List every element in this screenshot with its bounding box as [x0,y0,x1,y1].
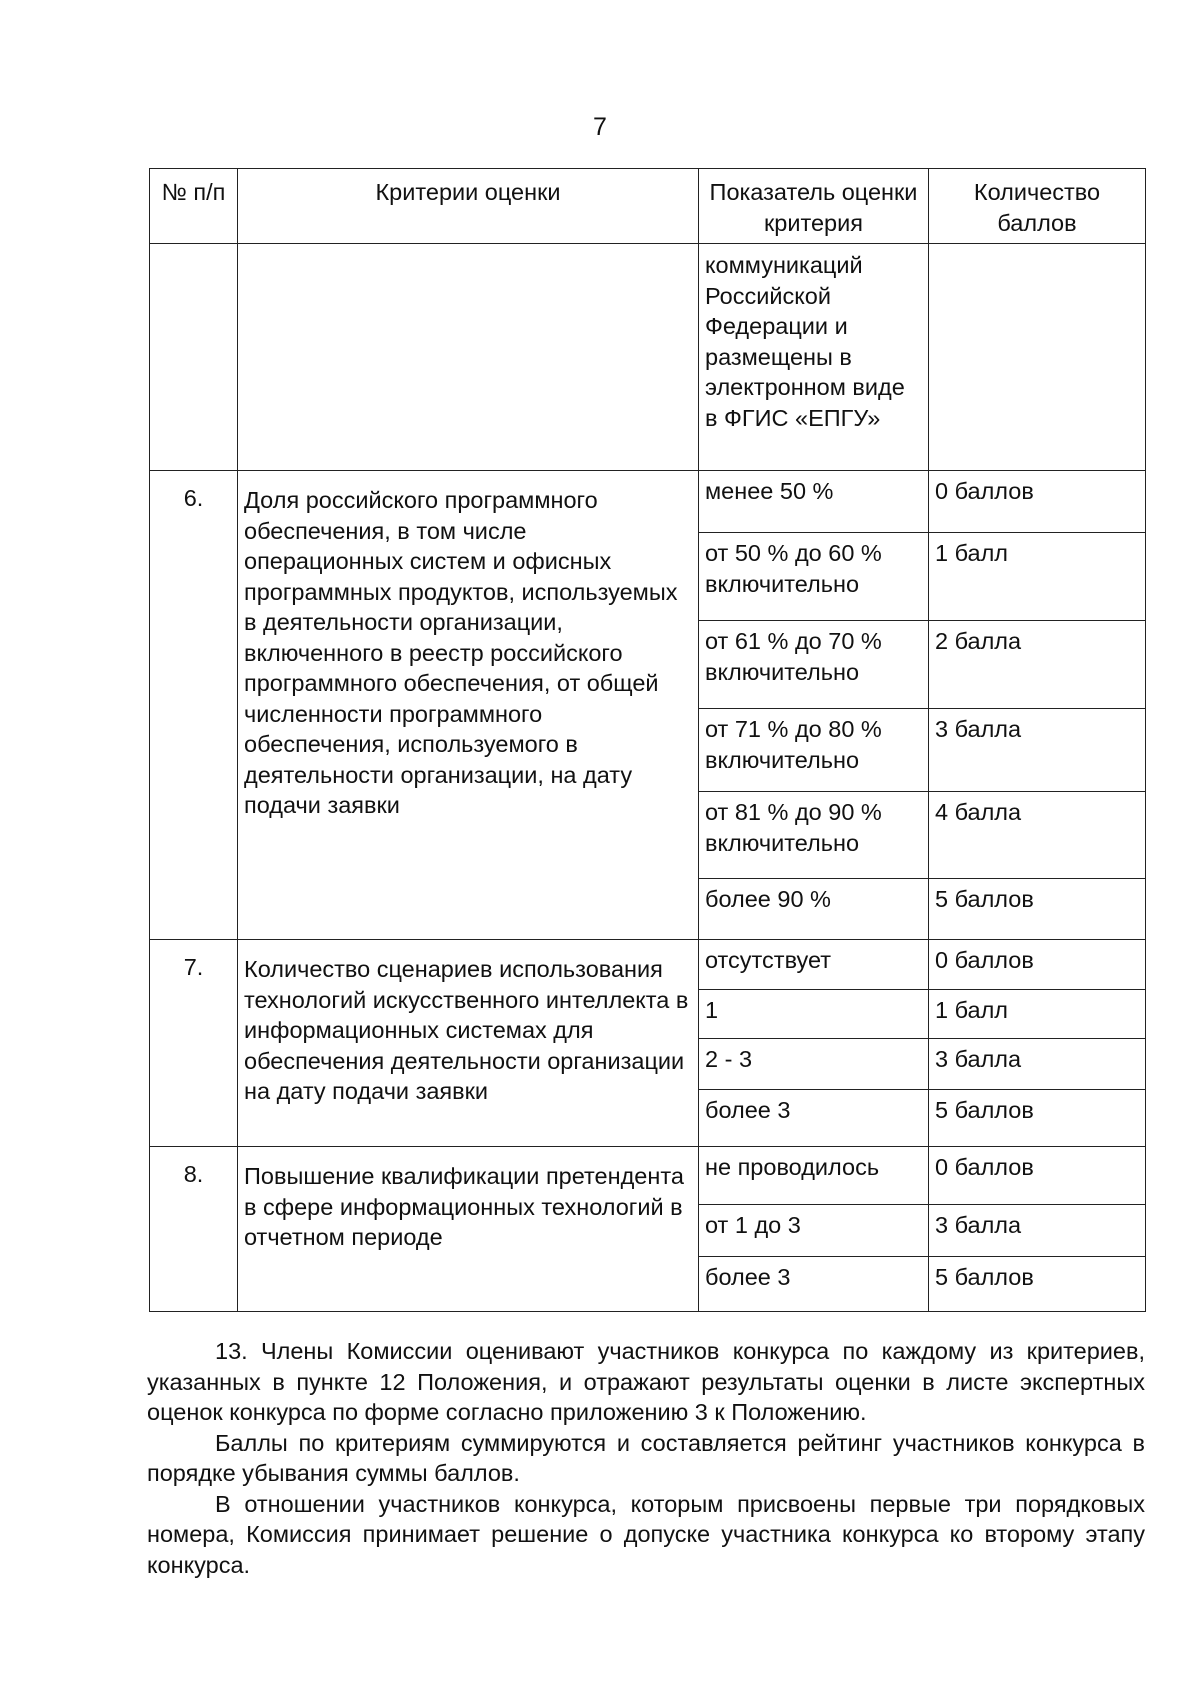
indicator-cell: более 3 [699,1257,929,1312]
indicator-cell: более 3 [699,1090,929,1147]
indicator-cell: от 50 % до 60 % включительно [699,533,929,621]
points-cell: 0 баллов [929,471,1146,533]
points-cell: 3 балла [929,709,1146,792]
table-row [150,1147,1146,1205]
header-number: № п/п [150,169,238,244]
indicator-cell: более 90 % [699,879,929,940]
continuation-points-cell [929,244,1146,471]
table-header-row [150,169,1146,244]
table-row-continuation [150,244,1146,471]
indicator-cell: от 81 % до 90 % включительно [699,792,929,879]
header-criterion: Критерии оценки [238,169,699,244]
indicator-cell: от 1 до 3 [699,1205,929,1257]
indicator-cell: отсутствует [699,940,929,990]
continuation-number-cell [150,244,238,471]
indicator-cell: от 71 % до 80 % включительно [699,709,929,792]
points-cell: 4 балла [929,792,1146,879]
criteria-table [149,168,1146,1312]
indicator-cell: от 61 % до 70 % включительно [699,621,929,709]
header-points: Количество баллов [929,169,1146,244]
body-text [147,1336,1145,1580]
points-cell: 1 балл [929,533,1146,621]
paragraph-admission: В отношении участников конкурса, которым присвоены первые три порядковых номера, Комиссия принимает решение о допуске участника конкурса ко второму этапу конкурса. [147,1490,1145,1578]
header-indicator: Показатель оценки критерия [699,169,929,244]
criterion-text: Количество сценариев использования технологий искусственного интеллекта в информационных системах для обеспечения деятельности организации на дату подачи заявки [238,940,699,1147]
criterion-number: 7. [150,940,238,1147]
table-row [150,940,1146,990]
points-cell: 5 баллов [929,1257,1146,1312]
continuation-criterion-cell [238,244,699,471]
points-cell: 5 баллов [929,1090,1146,1147]
points-cell: 3 балла [929,1039,1146,1090]
continuation-indicator: коммуникаций Российской Федерации и размещены в электронном виде в ФГИС «ЕПГУ» [699,244,929,471]
indicator-cell: 1 [699,990,929,1039]
indicator-cell: 2 - 3 [699,1039,929,1090]
indicator-cell: не проводилось [699,1147,929,1205]
points-cell: 0 баллов [929,940,1146,990]
page-number: 7 [593,113,607,141]
paragraph-13: 13. Члены Комиссии оценивают участников конкурса по каждому из критериев, указанных в пункте 12 Положения, и отражают результаты оценки в листе экспертных оценок конкурса по форме согласно приложению 3 к Положению. [147,1338,1145,1425]
points-cell: 2 балла [929,621,1146,709]
paragraph-scoring: Баллы по критериям суммируются и составляется рейтинг участников конкурса в порядке убывания суммы баллов. [147,1429,1145,1486]
points-cell: 3 балла [929,1205,1146,1257]
criterion-number: 6. [150,471,238,940]
criterion-text: Доля российского программного обеспечения, в том числе операционных систем и офисных программных продуктов, используемых в деятельности организации, включенного в реестр российского программного обеспечения, от общей численности программного обеспечения, используемого в деятельности организации, на дату подачи заявки [238,471,699,940]
points-cell: 1 балл [929,990,1146,1039]
indicator-cell: менее 50 % [699,471,929,533]
criterion-text: Повышение квалификации претендента в сфере информационных технологий в отчетном периоде [238,1147,699,1312]
points-cell: 5 баллов [929,879,1146,940]
points-cell: 0 баллов [929,1147,1146,1205]
table-row [150,471,1146,533]
criterion-number: 8. [150,1147,238,1312]
